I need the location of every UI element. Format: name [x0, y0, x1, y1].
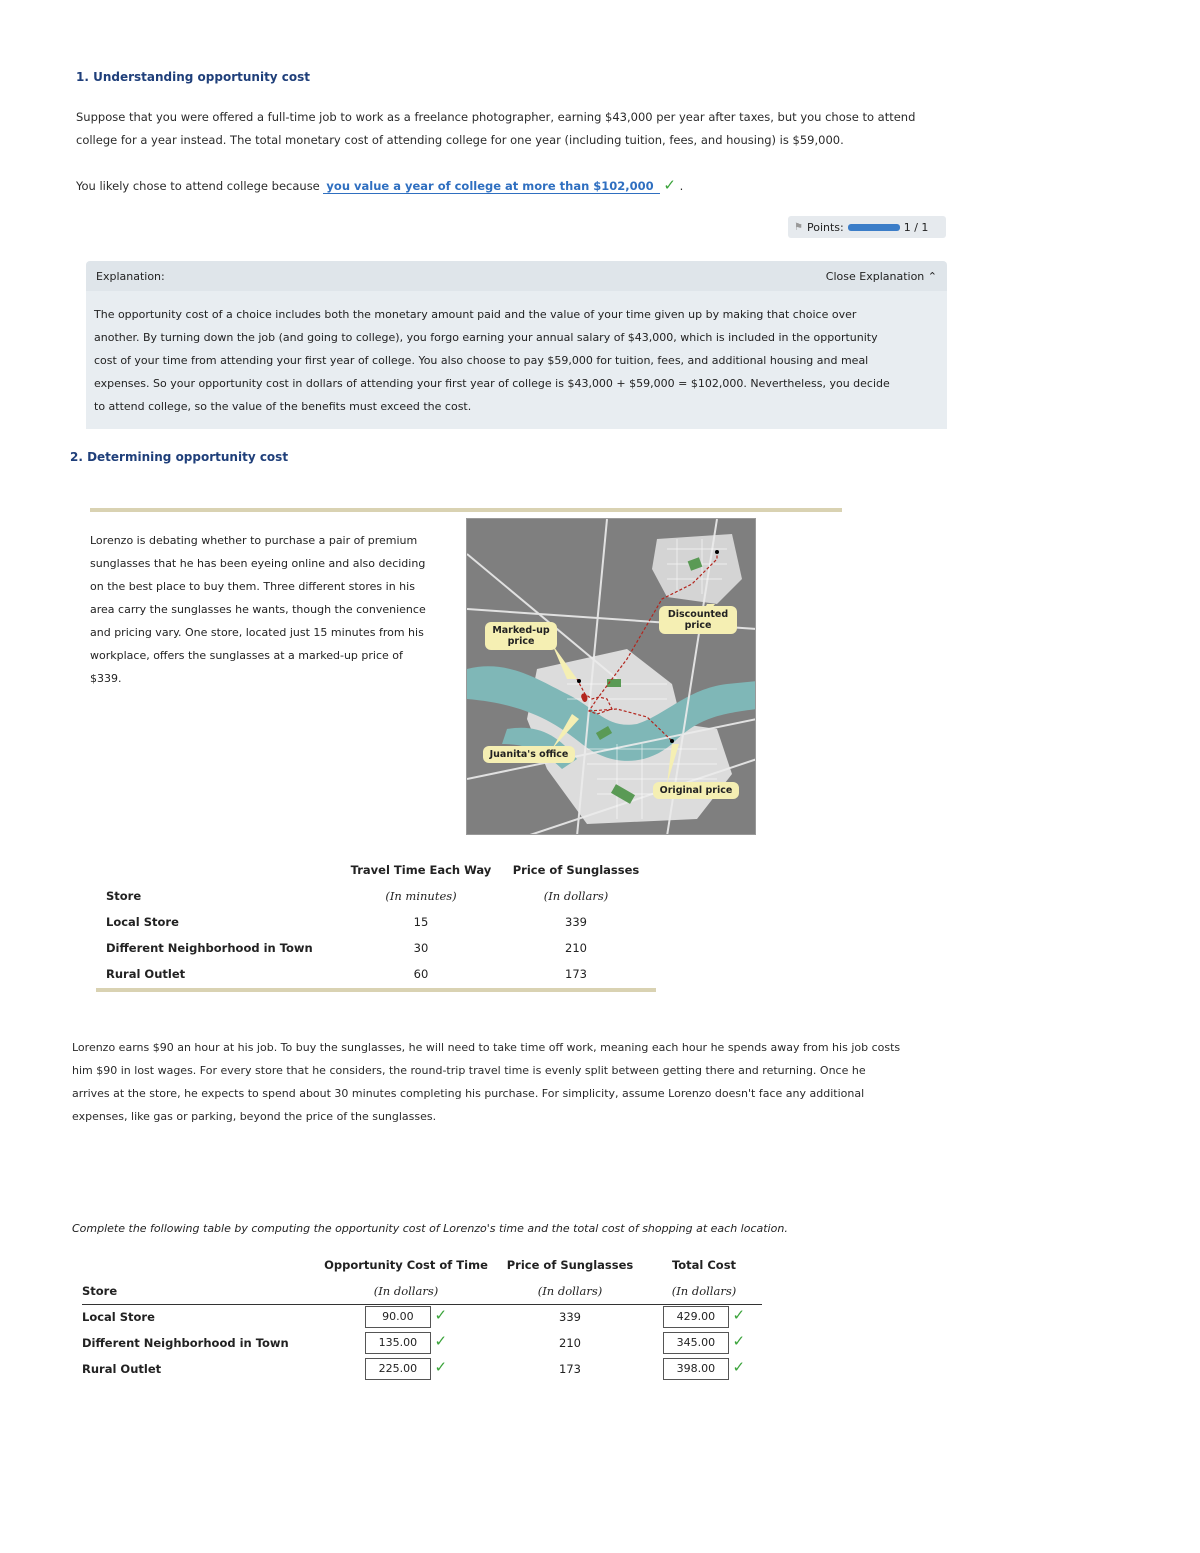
flag-icon: ⚑	[794, 221, 803, 233]
col-opp-header: Opportunity Cost of Time	[324, 1258, 488, 1272]
table-header-row	[106, 883, 656, 909]
answer-dropdown[interactable]: you value a year of college at more than $102,000	[323, 179, 659, 194]
travel-time: 30	[413, 941, 429, 955]
explanation-header	[86, 261, 947, 291]
opportunity-cost-input[interactable]: 135.00	[365, 1332, 431, 1354]
label-original-price: Original price	[653, 782, 739, 799]
col-opp-unit: (In dollars)	[373, 1283, 439, 1298]
price: 173	[559, 1362, 581, 1376]
check-icon: ✓	[434, 1306, 448, 1325]
intro-line: college for a year instead. The total monetary cost of attending college for one year (including tuition, fees, and housing) is $59,000.	[76, 133, 844, 147]
chevron-up-icon: ⌃	[927, 269, 937, 283]
instruction-text: Complete the following table by computing the opportunity cost of Lorenzo's time and the total cost of shopping at each location.	[72, 1222, 788, 1235]
price: 210	[565, 941, 587, 955]
city-map	[466, 518, 756, 835]
store-name: Different Neighborhood in Town	[82, 1336, 289, 1350]
price: 339	[565, 915, 587, 929]
map-label-line: price	[684, 620, 712, 631]
close-explanation-label: Close Explanation	[825, 269, 925, 283]
price: 173	[565, 967, 587, 981]
travel-time: 15	[413, 915, 429, 929]
section2-title: 2. Determining opportunity cost	[70, 450, 289, 464]
divider-bottom	[96, 988, 656, 992]
section1-title: 1. Understanding opportunity cost	[76, 70, 311, 84]
table-header-row	[82, 1278, 762, 1304]
col-total-unit: (In dollars)	[671, 1283, 737, 1298]
check-icon: ✓	[434, 1358, 448, 1376]
store-info-table	[106, 857, 656, 987]
store-name: Different Neighborhood in Town	[106, 941, 313, 955]
table-row	[82, 1304, 762, 1330]
col-total-header: Total Cost	[671, 1258, 737, 1272]
store-name: Rural Outlet	[82, 1362, 162, 1376]
points-value: 1 / 1	[903, 220, 929, 234]
wage-line: him $90 in lost wages. For every store that he considers, the round-trip travel time is evenly split between getting there and returning. Once he	[72, 1064, 866, 1077]
explanation-label: Explanation:	[96, 269, 165, 283]
table-row	[82, 1356, 762, 1382]
total-cost-input[interactable]: 398.00	[663, 1358, 729, 1380]
question-line: You likely chose to attend college because you value a year of college at more than $102,000 ✓ .	[76, 176, 684, 194]
col-travel-unit: (In minutes)	[385, 889, 457, 903]
wage-text	[72, 1036, 1012, 1128]
points-label: Points:	[806, 220, 844, 234]
explanation-line: another. By turning down the job (and going to college), you forgo earning your annual salary of $43,000, which is included in the opportunity	[94, 331, 878, 344]
label-office: Juanita's office	[483, 746, 575, 763]
price: 339	[559, 1310, 581, 1325]
col-travel-header: Travel Time Each Way	[350, 863, 492, 877]
check-icon: ✓	[732, 1358, 746, 1376]
col-price-unit: (In dollars)	[543, 889, 609, 903]
story-line: $339.	[90, 672, 122, 685]
check-icon: ✓	[434, 1332, 448, 1350]
check-icon: ✓	[663, 176, 676, 194]
map-label-line: Discounted	[667, 609, 729, 620]
store-name: Local Store	[106, 915, 179, 929]
table-row	[106, 961, 656, 987]
check-icon: ✓	[732, 1332, 746, 1350]
explanation-body	[86, 291, 947, 429]
divider-top	[90, 508, 842, 512]
store-name: Rural Outlet	[106, 967, 186, 981]
table-row	[106, 935, 656, 961]
story-line: and pricing vary. One store, located just 15 minutes from his	[90, 626, 424, 639]
story-line: workplace, offers the sunglasses at a marked-up price of	[90, 649, 403, 662]
opportunity-cost-input[interactable]: 90.00	[365, 1306, 431, 1328]
map-label-line: price	[507, 636, 535, 647]
total-cost-input[interactable]: 429.00	[663, 1306, 729, 1328]
table-header-row	[106, 857, 656, 883]
story-text	[90, 529, 460, 690]
col-price-header: Price of Sunglasses	[512, 863, 640, 877]
col-store-header: Store	[106, 889, 142, 903]
check-icon: ✓	[732, 1306, 746, 1325]
close-explanation-button[interactable]	[826, 270, 937, 283]
story-line: area carry the sunglasses he wants, though the convenience	[90, 603, 426, 616]
story-line: sunglasses that he has been eyeing online and also deciding	[90, 557, 426, 570]
wage-line: Lorenzo earns $90 an hour at his job. To buy the sunglasses, he will need to take time off work, meaning each hour he spends away from his job costs	[72, 1041, 901, 1054]
section1-intro	[76, 106, 976, 152]
col-price-unit: (In dollars)	[537, 1283, 603, 1298]
col-price-header: Price of Sunglasses	[506, 1258, 634, 1272]
story-line: Lorenzo is debating whether to purchase a pair of premium	[90, 534, 418, 547]
total-cost-input[interactable]: 345.00	[663, 1332, 729, 1354]
col-store-header: Store	[82, 1283, 118, 1298]
label-marked-up-price	[485, 622, 557, 650]
points-indicator	[788, 216, 946, 238]
question-prefix: You likely chose to attend college because	[76, 179, 320, 193]
price: 210	[559, 1336, 581, 1350]
points-progress-bar	[848, 224, 900, 231]
opportunity-cost-input[interactable]: 225.00	[365, 1358, 431, 1380]
wage-line: arrives at the store, he expects to spend about 30 minutes completing his purchase. For simplicity, assume Lorenzo doesn't face any additional	[72, 1087, 865, 1100]
opportunity-cost-table	[82, 1252, 762, 1382]
label-discounted-price	[659, 606, 737, 634]
wage-line: expenses, like gas or parking, beyond the price of the sunglasses.	[72, 1110, 437, 1123]
explanation-line: cost of your time from attending your first year of college. You also choose to pay $59,000 for tuition, fees, and additional housing and meal	[94, 354, 869, 367]
intro-line: Suppose that you were offered a full-time job to work as a freelance photographer, earning $43,000 per year after taxes, but you chose to attend	[76, 110, 916, 124]
explanation-line: expenses. So your opportunity cost in dollars of attending your first year of college is $43,000 + $59,000 = $102,000. Nevertheless, you decide	[94, 377, 890, 390]
table-header-row	[82, 1252, 762, 1278]
explanation-line: to attend college, so the value of the benefits must exceed the cost.	[94, 400, 472, 413]
story-line: on the best place to buy them. Three different stores in his	[90, 580, 415, 593]
table-row	[82, 1330, 762, 1356]
store-name: Local Store	[82, 1310, 155, 1325]
table-row	[106, 909, 656, 935]
travel-time: 60	[413, 967, 429, 981]
explanation-line: The opportunity cost of a choice includes both the monetary amount paid and the value of your time given up by making that choice over	[94, 308, 857, 321]
map-label-line: Marked-up	[492, 625, 550, 636]
